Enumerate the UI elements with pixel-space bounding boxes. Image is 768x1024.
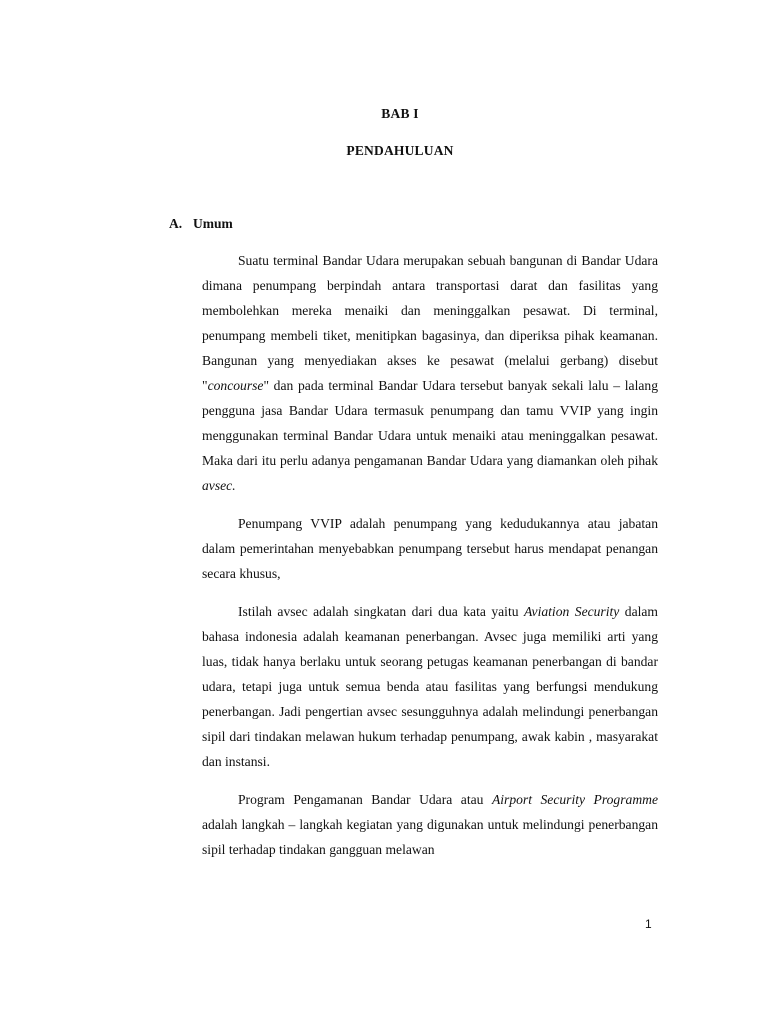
page-number: 1 xyxy=(645,917,652,931)
paragraph-text: " dan pada terminal Bandar Udara tersebut banyak sekali lalu – lalang pengguna jasa Bandar Udara termasuk penumpang dan tamu VVIP yang ingin menggunakan terminal Bandar Udara untuk menaiki atau meninggalkan pesawat. Maka dari itu perlu adanya pengamanan Bandar Udara yang diamankan oleh pihak xyxy=(202,378,658,468)
body-text xyxy=(202,248,658,862)
paragraph-text: Penumpang VVIP adalah penumpang yang kedudukannya atau jabatan dalam pemerintahan menyebabkan penumpang tersebut harus mendapat penangan secara khusus, xyxy=(202,516,658,581)
paragraph xyxy=(202,599,658,774)
paragraph-text: dalam bahasa indonesia adalah keamanan penerbangan. Avsec juga memiliki arti yang luas, tidak hanya berlaku untuk seorang petugas keamanan penerbangan di bandar udara, tetapi juga untuk semua benda atau fasilitas yang berfungsi mendukung penerbangan. Jadi pengertian avsec sesungguhnya adalah melindungi penerbangan sipil dari tindakan melawan hukum terhadap penumpang, awak kabin , masyarakat dan instansi. xyxy=(202,604,658,769)
section-title: Umum xyxy=(193,216,233,231)
italic-term: avsec. xyxy=(202,478,236,493)
italic-term: Airport Security Programme xyxy=(491,792,658,807)
paragraph xyxy=(202,511,658,586)
section-number: A. xyxy=(169,216,183,231)
paragraph xyxy=(202,787,658,862)
paragraph-text: adalah langkah – langkah kegiatan yang digunakan untuk melindungi penerbangan sipil terhadap tindakan gangguan melawan xyxy=(202,817,658,857)
paragraph-text: Istilah avsec adalah singkatan dari dua kata yaitu xyxy=(238,604,524,619)
paragraph-text: Suatu terminal Bandar Udara merupakan sebuah bangunan di Bandar Udara dimana penumpang berpindah antara transportasi darat dan fasilitas yang membolehkan mereka menaiki dan meninggalkan pesawat. Di terminal, penumpang membeli tiket, menitipkan bagasinya, dan diperiksa pihak keamanan. Bangunan yang menyediakan akses ke pesawat (melalui gerbang) disebut " xyxy=(202,253,658,393)
section-heading xyxy=(169,216,233,232)
paragraph xyxy=(202,248,658,498)
paragraph-text: Program Pengamanan Bandar Udara atau xyxy=(238,792,492,807)
chapter-heading: BAB I xyxy=(381,106,419,121)
chapter-title: PENDAHULUAN xyxy=(346,143,454,158)
italic-term: Aviation Security xyxy=(524,604,620,619)
italic-term: concourse xyxy=(207,378,264,393)
